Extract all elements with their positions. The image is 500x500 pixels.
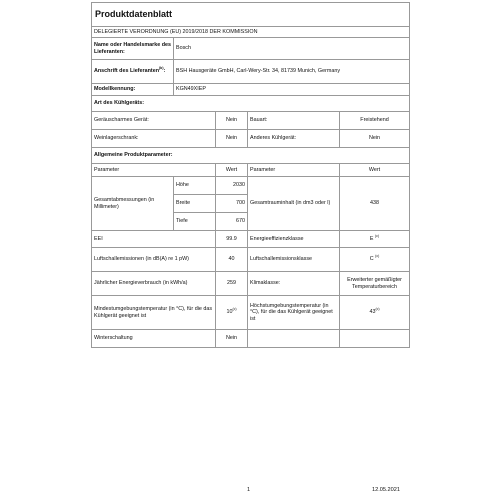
supplier-address-label xyxy=(92,60,174,84)
design-type-value: Freistehend xyxy=(340,112,410,130)
min-temperature-number: 10 xyxy=(226,309,233,316)
depth-value: 670 xyxy=(216,213,248,231)
temperature-row xyxy=(92,296,410,330)
energy-row xyxy=(92,272,410,296)
energy-class-letter: E xyxy=(369,235,374,242)
climate-class-label: Klimaklasse: xyxy=(248,272,340,296)
type-section-header xyxy=(92,96,410,112)
footnote-marker: (c) xyxy=(232,307,237,312)
document-title: Produktdatenblatt xyxy=(92,3,410,27)
quiet-appliance-label: Geräuscharmes Gerät: xyxy=(92,112,216,130)
eei-label: EEI xyxy=(92,231,216,248)
regulation-row xyxy=(92,27,410,38)
noise-emission-value: 40 xyxy=(216,248,248,272)
page-number: 1 xyxy=(247,487,251,493)
max-temperature-value xyxy=(340,296,410,330)
noise-emission-label: Luftschallemissionen (in dB(A) re 1 pW) xyxy=(92,248,216,272)
winter-row xyxy=(92,330,410,348)
supplier-address-value: BSH Hausgeräte GmbH, Carl-Wery-Str. 34, 81739 Munich, Germany xyxy=(174,60,410,84)
dimensions-label: Gesamtabmessungen (in Millimeter) xyxy=(92,177,174,231)
type-row xyxy=(92,112,410,130)
value-column-header: Wert xyxy=(340,164,410,177)
supplier-address-row xyxy=(92,60,410,84)
max-temperature-label: Höchstumgebungstemperatur (in °C), für die das Kühlgerät geeignet ist xyxy=(248,296,340,330)
page-footer xyxy=(0,487,500,497)
height-value: 2030 xyxy=(216,177,248,195)
model-row xyxy=(92,84,410,96)
footnote-marker: (b) xyxy=(159,66,164,71)
type-section-heading: Art des Kühlgeräts: xyxy=(92,96,410,112)
empty-cell xyxy=(340,330,410,348)
datasheet-table xyxy=(91,2,410,348)
empty-cell xyxy=(248,330,340,348)
width-label: Breite xyxy=(174,195,216,213)
other-appliance-label: Anderes Kühlgerät: xyxy=(248,130,340,148)
quiet-appliance-value: Nein xyxy=(216,112,248,130)
supplier-address-label-text: Anschrift des Lieferanten xyxy=(94,68,160,75)
other-appliance-value: Nein xyxy=(340,130,410,148)
min-temperature-label: Mindestumgebungstemperatur (in °C), für die das Kühlgerät geeignet ist xyxy=(92,296,216,330)
total-volume-label: Gesamtrauminhalt (in dm3 oder l) xyxy=(248,177,340,231)
regulation-text: DELEGIERTE VERORDNUNG (EU) 2019/2018 DER KOMMISSION xyxy=(92,27,410,38)
product-data-sheet xyxy=(91,2,409,348)
max-temperature-number: 43 xyxy=(369,309,376,316)
depth-label: Tiefe xyxy=(174,213,216,231)
noise-class-label: Luftschallemissionsklasse xyxy=(248,248,340,272)
dimension-row xyxy=(92,177,410,195)
energy-class-label: Energieeffizienzklasse xyxy=(248,231,340,248)
noise-class-letter: C xyxy=(369,256,374,263)
value-column-header: Wert xyxy=(216,164,248,177)
width-value: 700 xyxy=(216,195,248,213)
column-header-row xyxy=(92,164,410,177)
noise-class-value xyxy=(340,248,410,272)
title-row xyxy=(92,3,410,27)
climate-class-value: Erweiterter gemäßigter Temperaturbereich xyxy=(340,272,410,296)
annual-energy-label: Jährlicher Energieverbrauch (in kWh/a) xyxy=(92,272,216,296)
supplier-name-value: Bosch xyxy=(174,38,410,60)
type-row xyxy=(92,130,410,148)
winter-switch-value: Nein xyxy=(216,330,248,348)
winter-switch-label: Winterschaltung xyxy=(92,330,216,348)
design-type-label: Bauart: xyxy=(248,112,340,130)
energy-class-value xyxy=(340,231,410,248)
annual-energy-value: 259 xyxy=(216,272,248,296)
min-temperature-value xyxy=(216,296,248,330)
model-label: Modellkennung: xyxy=(92,84,174,96)
noise-row xyxy=(92,248,410,272)
general-section-heading: Allgemeine Produktparameter: xyxy=(92,148,410,164)
footnote-marker: (c) xyxy=(375,307,380,312)
parameter-column-header: Parameter xyxy=(248,164,340,177)
eei-value: 99.9 xyxy=(216,231,248,248)
height-label: Höhe xyxy=(174,177,216,195)
parameter-column-header: Parameter xyxy=(92,164,216,177)
model-value: KGN49XIEP xyxy=(174,84,410,96)
label-colon: : xyxy=(163,68,166,75)
supplier-name-row xyxy=(92,38,410,60)
wine-cabinet-value: Nein xyxy=(216,130,248,148)
eei-row xyxy=(92,231,410,248)
footnote-marker: (c) xyxy=(375,254,380,259)
total-volume-value: 438 xyxy=(340,177,410,231)
supplier-name-label: Name oder Handelsmarke des Lieferanten: xyxy=(92,38,174,60)
footnote-marker: (c) xyxy=(375,234,380,239)
footer-date: 12.05.2021 xyxy=(372,487,400,493)
general-section-header xyxy=(92,148,410,164)
wine-cabinet-label: Weinlagerschrank: xyxy=(92,130,216,148)
